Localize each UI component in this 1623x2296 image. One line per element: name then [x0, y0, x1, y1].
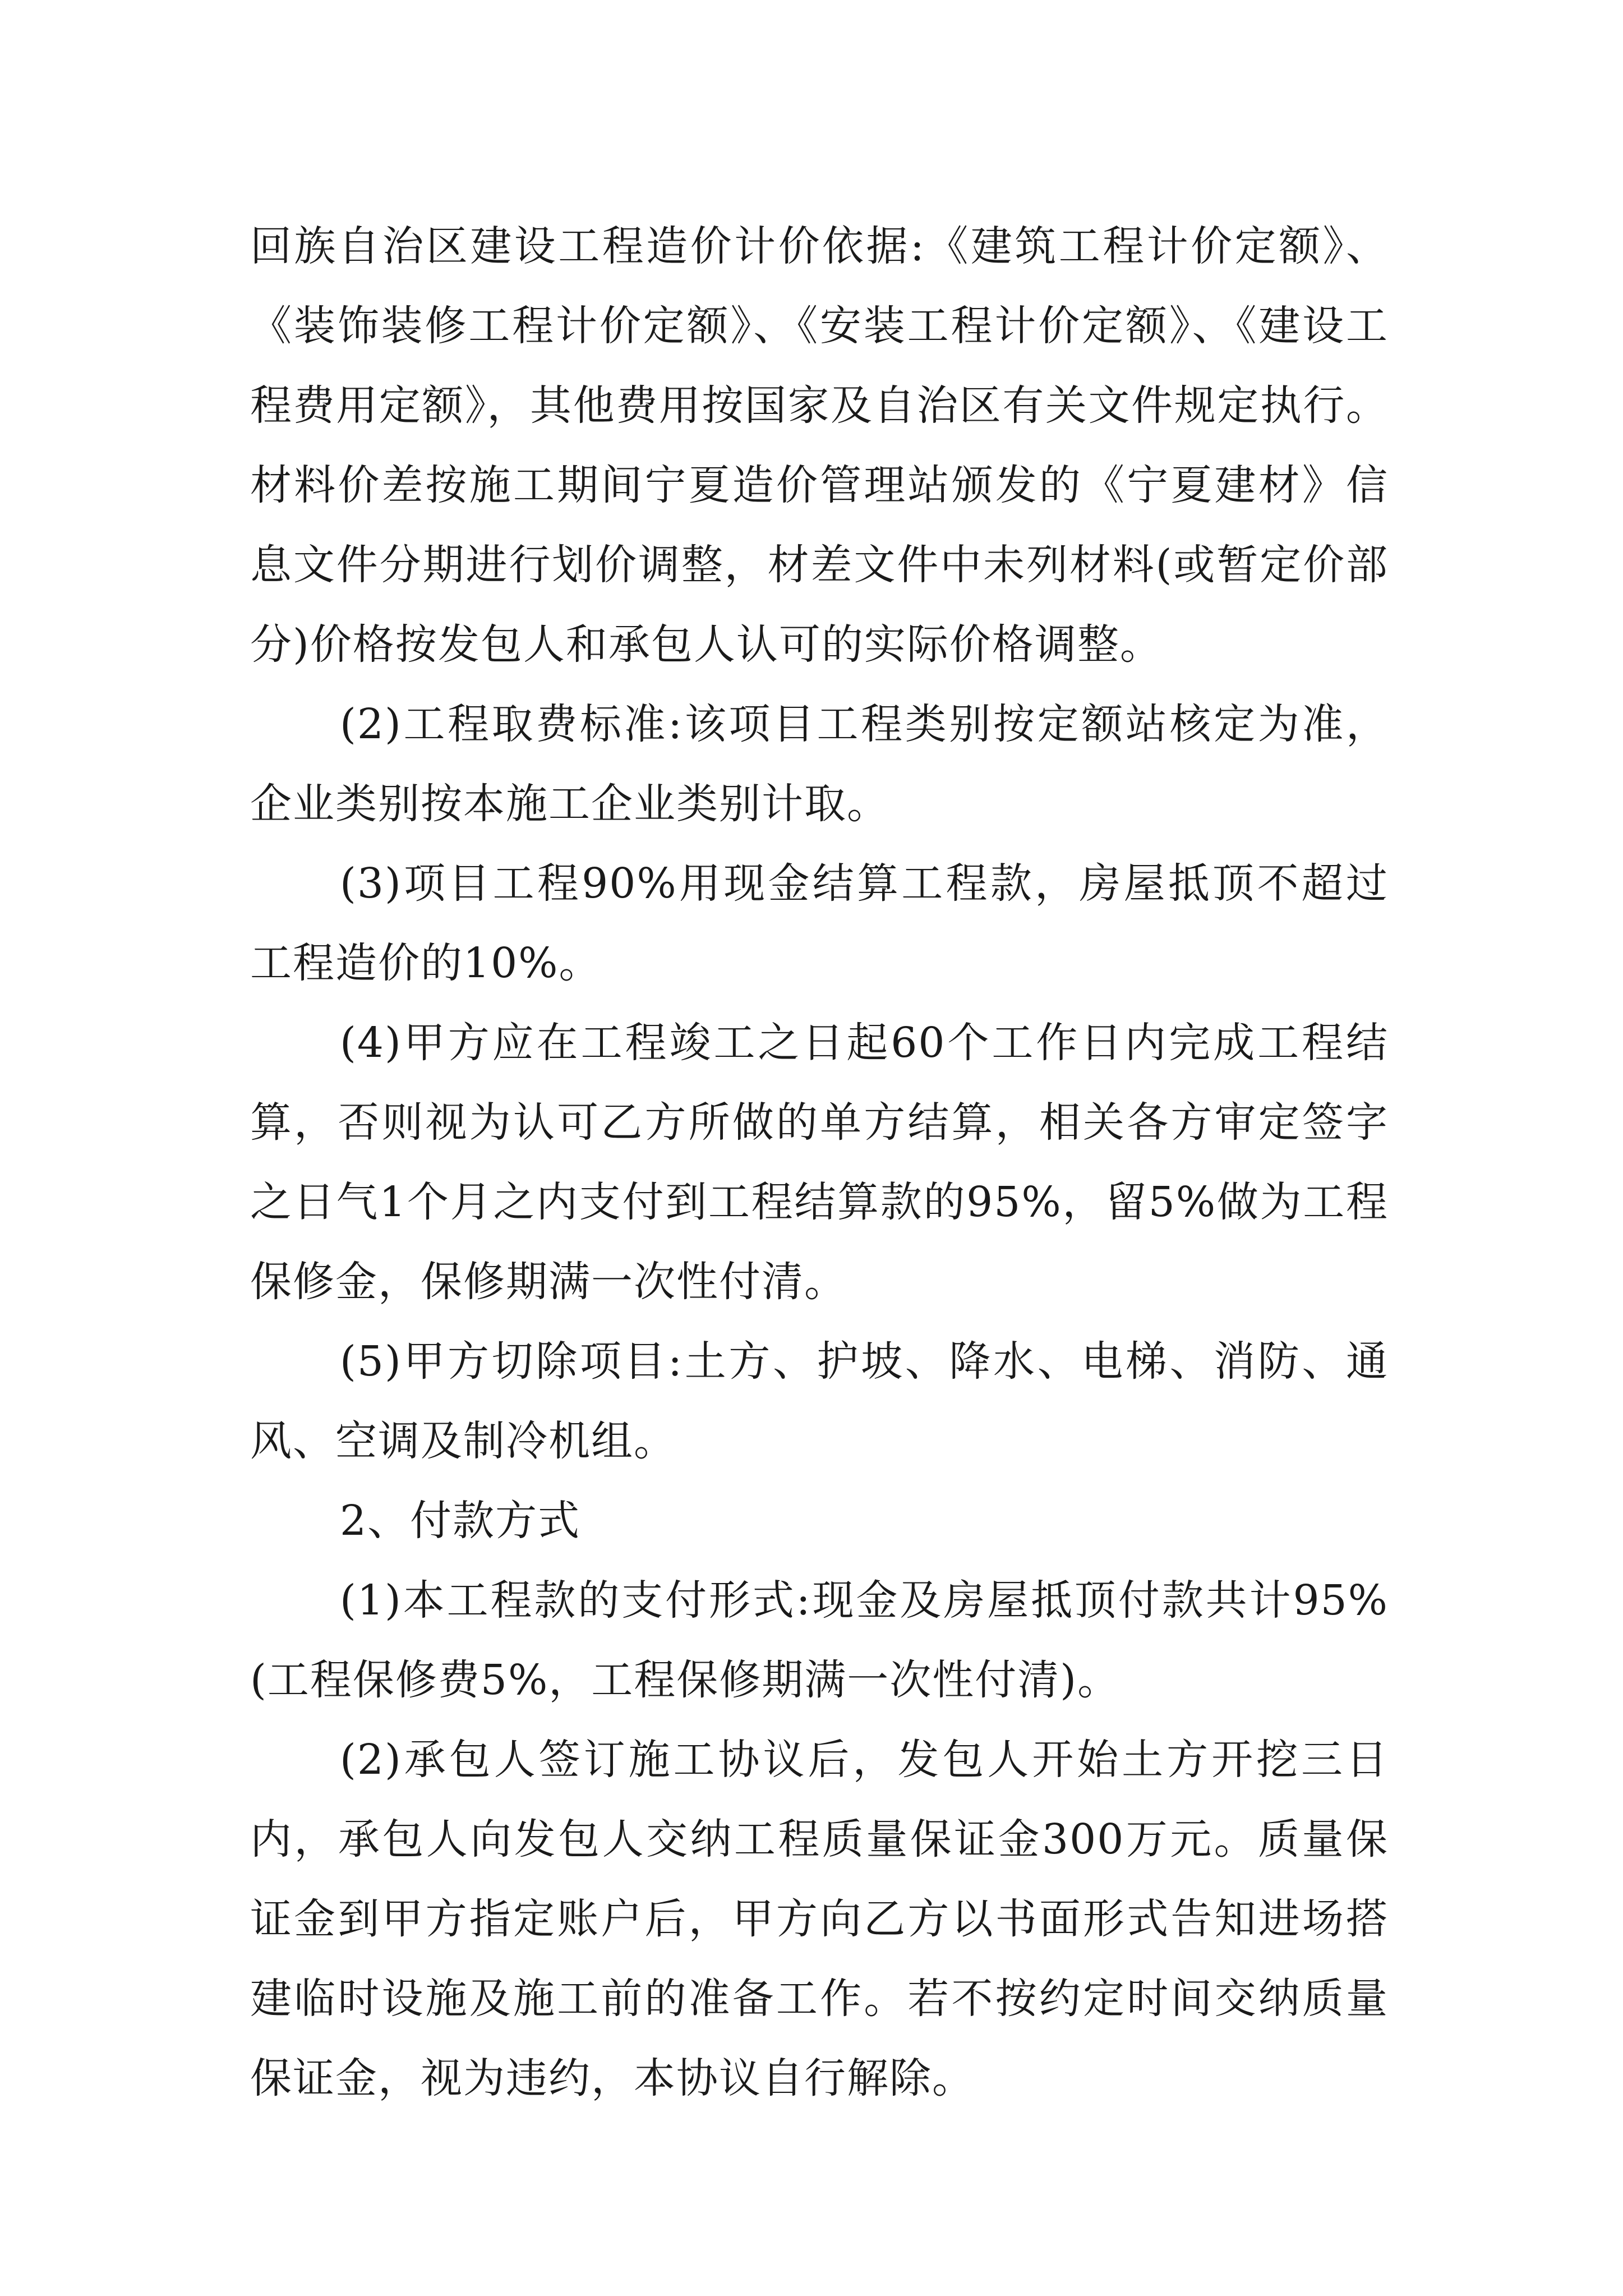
- paragraph-excluded-items: (5)甲方切除项目:土方、护坡、降水、电梯、消防、通风、空调及制冷机组。: [250, 1337, 1389, 1465]
- paragraph-cash-settlement: (3)项目工程90%用现金结算工程款，房屋抵顶不超过工程造价的10%。: [250, 859, 1389, 987]
- paragraph-quality-deposit: (2)承包人签订施工协议后，发包人开始土方开挖三日内，承包人向发包人交纳工程质量保证金300万元。质量保证金到甲方指定账户后，甲方向乙方以书面形式告知进场搭建临时设施及施工前的准备工作。若不按约定时间交纳质量保证金，视为违约，本协议自行解除。: [250, 1736, 1389, 2102]
- section-heading-payment-method: 2、付款方式: [340, 1497, 581, 1545]
- paragraph-pricing-basis: 回族自治区建设工程造价计价依据:《建筑工程计价定额》、《装饰装修工程计价定额》、《安装工程计价定额》、《建设工程费用定额》，其他费用按国家及自治区有关文件规定执行。材料价差按施工期间宁夏造价管理站颁发的《宁夏建材》信息文件分期进行划价调整，材差文件中未列材料(或暂定价部分)价格按发包人和承包人认可的实际价格调整。: [250, 222, 1389, 669]
- paragraph-final-settlement: (4)甲方应在工程竣工之日起60个工作日内完成工程结算，否则视为认可乙方所做的单方结算，相关各方审定签字之日气1个月之内支付到工程结算款的95%，留5%做为工程保修金，保修期满一次性付清。: [250, 1019, 1389, 1306]
- paragraph-fee-standard: (2)工程取费标准:该项目工程类别按定额站核定为准，企业类别按本施工企业类别计取。: [250, 700, 1389, 828]
- document-body: [250, 206, 1389, 2118]
- paragraph-payment-form: (1)本工程款的支付形式:现金及房屋抵顶付款共计95%(工程保修费5%，工程保修期满一次性付清)。: [250, 1576, 1389, 1704]
